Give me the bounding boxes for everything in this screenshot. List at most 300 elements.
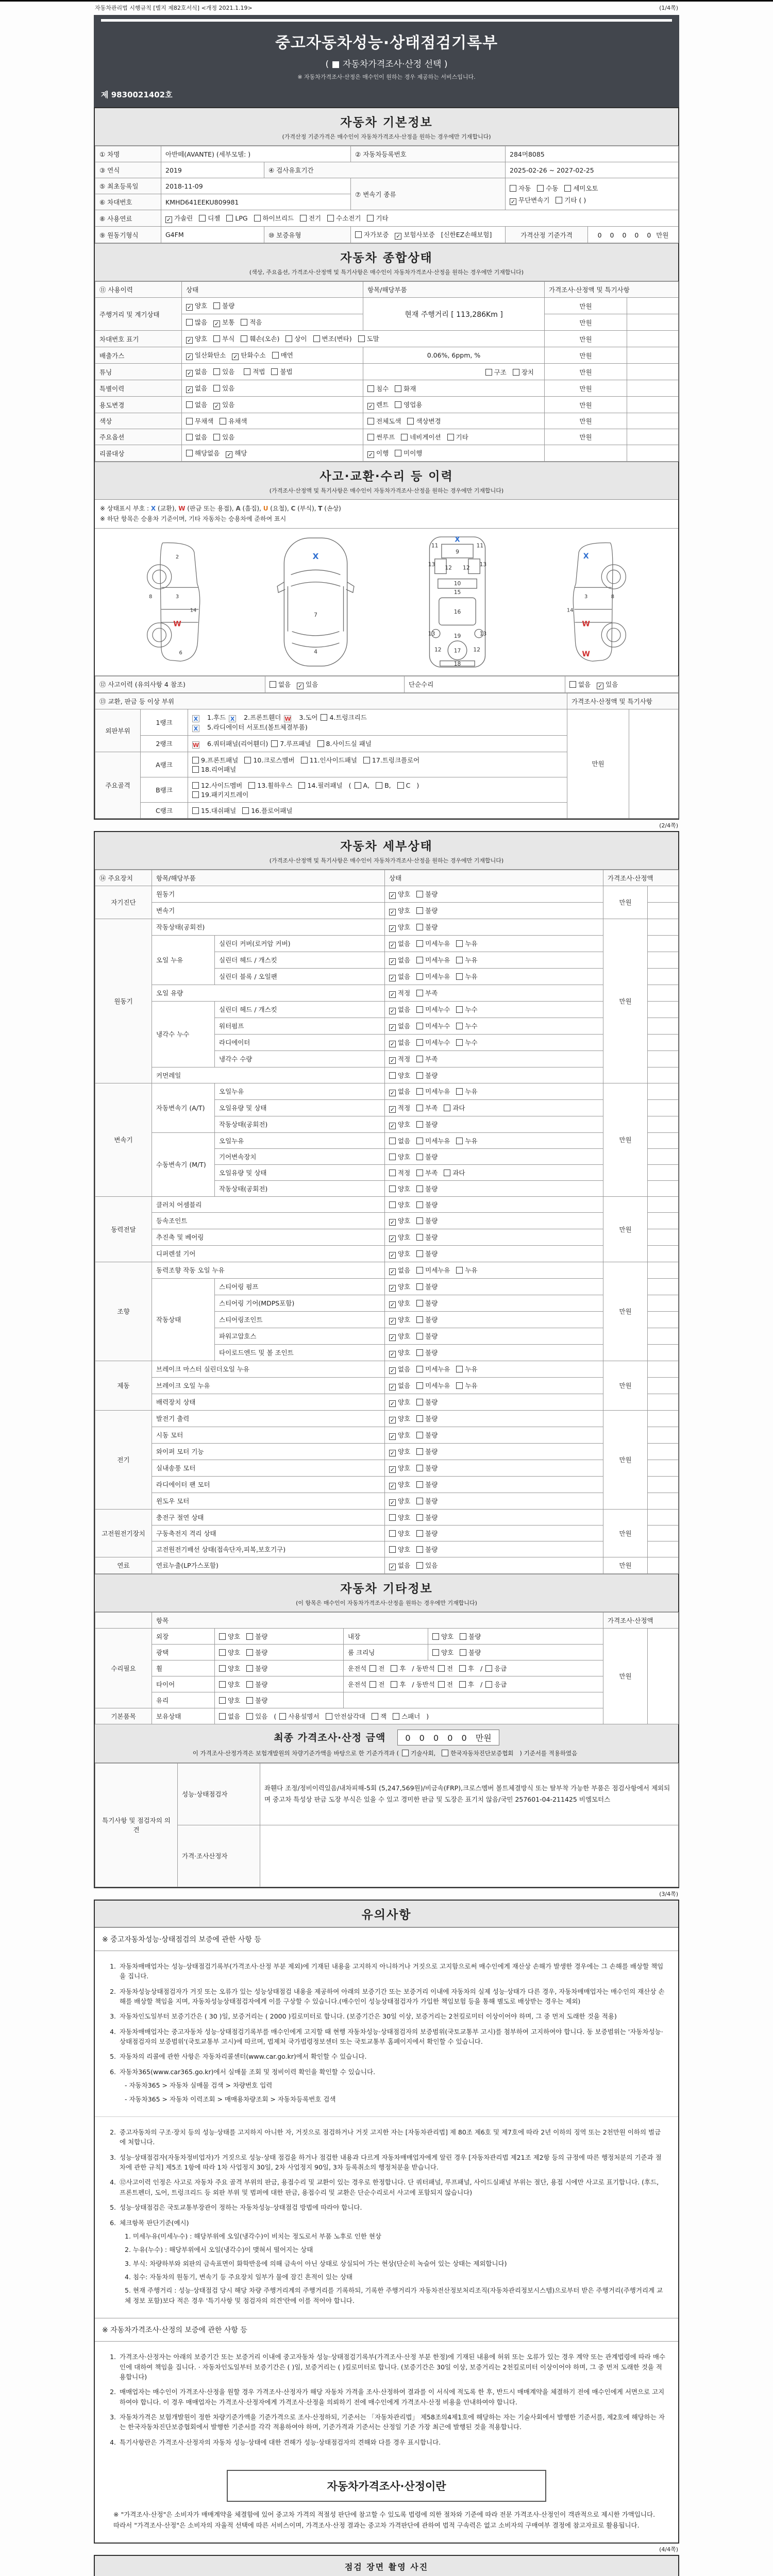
checkbox-item[interactable] — [389, 1152, 410, 1161]
checkbox-item[interactable] — [367, 448, 389, 458]
checkbox[interactable]: ✓ — [214, 403, 220, 410]
checkbox[interactable] — [246, 1681, 253, 1688]
checkbox-item[interactable] — [389, 1184, 410, 1193]
checkbox-item[interactable] — [444, 1103, 465, 1112]
checkbox[interactable] — [321, 714, 327, 721]
checkbox-item[interactable] — [416, 1561, 438, 1570]
checkbox[interactable] — [456, 1138, 463, 1144]
checkbox-item[interactable] — [389, 1298, 410, 1308]
checkbox[interactable] — [460, 1633, 466, 1640]
checkbox-item[interactable] — [355, 230, 389, 239]
checkbox-item[interactable] — [416, 1265, 450, 1275]
checkbox[interactable]: ✓ — [510, 198, 516, 205]
checkbox-item[interactable] — [241, 334, 279, 343]
checkbox[interactable] — [395, 401, 401, 408]
checkbox[interactable]: ✓ — [390, 1317, 395, 1325]
checkbox-item[interactable] — [416, 1038, 450, 1047]
checkbox-item[interactable] — [186, 301, 207, 311]
checkbox-item[interactable] — [186, 383, 207, 393]
checkbox[interactable] — [416, 1088, 423, 1095]
checkbox[interactable]: ✓ — [598, 682, 603, 689]
checkbox-item[interactable] — [416, 1021, 450, 1030]
checkbox-item[interactable] — [389, 922, 410, 932]
checkbox-item[interactable] — [270, 680, 291, 689]
checkbox-item[interactable] — [391, 1680, 406, 1689]
checkbox-item[interactable] — [367, 416, 401, 426]
checkbox[interactable] — [244, 368, 250, 375]
checkbox[interactable]: ✓ — [390, 1040, 395, 1047]
checkbox-item[interactable] — [192, 714, 201, 722]
checkbox-item[interactable] — [244, 367, 265, 376]
checkbox[interactable] — [213, 335, 220, 342]
checkbox-item[interactable] — [285, 334, 307, 343]
checkbox-item[interactable] — [456, 955, 477, 964]
checkbox-item[interactable] — [219, 1680, 240, 1689]
checkbox-item[interactable] — [432, 1648, 453, 1657]
checkbox[interactable] — [192, 766, 199, 773]
checkbox[interactable] — [456, 957, 463, 963]
checkbox-item[interactable] — [513, 367, 534, 377]
checkbox[interactable] — [407, 418, 414, 425]
checkbox[interactable] — [416, 907, 423, 914]
checkbox[interactable] — [301, 757, 308, 764]
checkbox-item[interactable] — [389, 1315, 410, 1325]
checkbox-item[interactable] — [389, 1168, 410, 1177]
checkbox[interactable] — [389, 1185, 396, 1192]
checkbox[interactable] — [513, 369, 519, 376]
checkbox-item[interactable] — [300, 213, 321, 223]
checkbox[interactable]: ✓ — [390, 1301, 395, 1308]
checkbox[interactable] — [395, 450, 401, 456]
checkbox-item[interactable] — [438, 1664, 453, 1673]
checkbox[interactable] — [416, 1530, 423, 1537]
checkbox-item[interactable] — [254, 213, 294, 223]
checkbox[interactable] — [416, 1514, 423, 1521]
checkbox-item[interactable] — [389, 1364, 410, 1374]
checkbox[interactable] — [416, 957, 423, 963]
checkbox[interactable] — [192, 791, 199, 798]
checkbox[interactable] — [416, 1366, 423, 1372]
checkbox-item[interactable] — [369, 1664, 384, 1673]
checkbox-item[interactable] — [186, 448, 220, 457]
checkbox[interactable] — [438, 1665, 445, 1672]
checkbox-item[interactable] — [395, 400, 422, 409]
checkbox-item[interactable] — [395, 230, 434, 240]
checkbox[interactable] — [416, 1562, 423, 1569]
checkbox[interactable]: ✓ — [390, 1449, 395, 1456]
checkbox[interactable] — [456, 1006, 463, 1013]
checkbox[interactable]: ✓ — [390, 958, 395, 965]
checkbox[interactable] — [416, 1333, 423, 1340]
checkbox-item[interactable] — [367, 384, 389, 393]
checkbox-item[interactable] — [246, 1664, 267, 1673]
checkbox[interactable] — [186, 434, 193, 440]
checkbox-item[interactable] — [597, 680, 618, 689]
checkbox-item[interactable] — [389, 939, 410, 948]
checkbox-item[interactable] — [372, 1711, 386, 1721]
checkbox[interactable] — [416, 1267, 423, 1274]
checkbox-item[interactable] — [438, 1680, 453, 1689]
checkbox-item[interactable] — [416, 1168, 438, 1177]
checkbox[interactable] — [369, 1665, 376, 1672]
checkbox[interactable] — [317, 740, 324, 747]
checkbox[interactable] — [456, 1088, 463, 1095]
checkbox[interactable] — [459, 1681, 466, 1688]
checkbox[interactable] — [246, 1713, 253, 1720]
checkbox[interactable]: ✓ — [390, 1106, 395, 1113]
checkbox[interactable]: ✓ — [368, 403, 374, 410]
checkbox[interactable] — [456, 973, 463, 980]
checkbox-item[interactable] — [389, 1561, 410, 1570]
checkbox-item[interactable] — [389, 1087, 410, 1096]
checkbox[interactable] — [397, 782, 404, 789]
checkbox[interactable]: ✓ — [390, 892, 395, 899]
checkbox-item[interactable] — [326, 1711, 365, 1721]
checkbox-item[interactable] — [389, 906, 410, 916]
checkbox[interactable] — [313, 335, 320, 342]
checkbox-item[interactable] — [459, 1680, 474, 1689]
checkbox-item[interactable] — [416, 1381, 450, 1390]
checkbox-item[interactable] — [389, 1232, 410, 1242]
checkbox-item[interactable] — [219, 1711, 240, 1721]
checkbox-item[interactable] — [244, 755, 294, 765]
checkbox-item[interactable] — [416, 1152, 438, 1161]
checkbox-item[interactable] — [416, 1496, 438, 1505]
checkbox-item[interactable] — [416, 1184, 438, 1193]
checkbox-item[interactable] — [456, 1364, 477, 1374]
checkbox-item[interactable] — [367, 432, 395, 442]
checkbox[interactable] — [416, 1056, 423, 1062]
checkbox-item[interactable] — [416, 1298, 438, 1308]
checkbox-item[interactable] — [219, 1648, 240, 1657]
checkbox-item[interactable] — [389, 1447, 410, 1456]
checkbox[interactable] — [244, 757, 251, 764]
checkbox[interactable] — [219, 1633, 226, 1640]
checkbox-item[interactable] — [416, 1397, 438, 1406]
checkbox-item[interactable] — [389, 1054, 410, 1064]
checkbox[interactable] — [391, 1681, 397, 1688]
checkbox-item[interactable] — [416, 1087, 450, 1096]
checkbox-item[interactable] — [389, 1414, 410, 1423]
checkbox[interactable]: ✓ — [390, 1284, 395, 1292]
checkbox-item[interactable] — [432, 1632, 453, 1641]
checkbox-item[interactable] — [246, 1711, 267, 1721]
checkbox-item[interactable] — [510, 195, 549, 205]
checkbox-item[interactable] — [369, 1680, 384, 1689]
checkbox-item[interactable] — [389, 1071, 410, 1080]
checkbox-item[interactable] — [416, 1364, 450, 1374]
checkbox-item[interactable] — [186, 416, 213, 426]
checkbox-item[interactable] — [248, 781, 292, 790]
checkbox-item[interactable] — [192, 781, 242, 790]
checkbox-item[interactable] — [456, 1021, 477, 1030]
checkbox-item[interactable] — [226, 214, 247, 222]
checkbox[interactable]: ✓ — [390, 1218, 395, 1226]
checkbox[interactable] — [416, 1234, 423, 1241]
checkbox-item[interactable] — [393, 1711, 420, 1721]
checkbox[interactable]: ✓ — [396, 233, 401, 240]
checkbox[interactable]: ✓ — [390, 908, 395, 916]
checkbox[interactable]: ✓ — [390, 1122, 395, 1129]
checkbox-item[interactable] — [389, 1381, 410, 1391]
checkbox[interactable] — [213, 434, 220, 440]
checkbox-item[interactable] — [192, 806, 236, 815]
checkbox-item[interactable] — [186, 317, 207, 327]
checkbox[interactable] — [213, 302, 220, 309]
checkbox-item[interactable] — [317, 739, 372, 748]
checkbox[interactable] — [416, 1349, 423, 1356]
checkbox[interactable] — [416, 1185, 423, 1192]
checkbox[interactable] — [485, 1681, 492, 1688]
checkbox-item[interactable] — [397, 782, 411, 789]
checkbox[interactable]: ✓ — [390, 1251, 395, 1259]
checkbox[interactable] — [444, 1170, 450, 1176]
checkbox[interactable]: ✓ — [390, 991, 395, 998]
checkbox-item[interactable] — [389, 1397, 410, 1407]
checkbox-item[interactable] — [389, 1005, 410, 1014]
checkbox[interactable] — [416, 1382, 423, 1389]
checkbox-item[interactable] — [219, 1632, 240, 1641]
checkbox[interactable] — [271, 368, 278, 375]
checkbox-item[interactable] — [416, 1103, 438, 1112]
checkbox[interactable]: ✓ — [390, 1007, 395, 1014]
checkbox-item[interactable] — [407, 416, 441, 426]
checkbox[interactable] — [416, 1105, 423, 1111]
checkbox-item[interactable] — [246, 1696, 267, 1705]
checkbox[interactable] — [402, 1750, 409, 1756]
checkbox[interactable] — [416, 891, 423, 897]
checkbox[interactable]: ✓ — [390, 1433, 395, 1440]
checkbox-item[interactable] — [395, 448, 422, 457]
checkbox-item[interactable] — [416, 1414, 438, 1423]
checkbox-item[interactable] — [485, 1680, 507, 1689]
checkbox[interactable] — [564, 185, 571, 192]
checkbox-item[interactable] — [416, 1331, 438, 1341]
checkbox-item[interactable] — [192, 740, 201, 749]
checkbox[interactable] — [389, 1514, 396, 1521]
checkbox[interactable]: ✓ — [233, 353, 238, 360]
checkbox[interactable] — [279, 1713, 286, 1720]
checkbox-item[interactable] — [456, 1005, 477, 1014]
checkbox-item[interactable] — [389, 988, 410, 998]
checkbox-item[interactable] — [272, 350, 293, 360]
checkbox[interactable] — [219, 1681, 226, 1688]
checkbox[interactable]: ✓ — [187, 337, 192, 344]
checkbox-item[interactable] — [246, 1632, 267, 1641]
checkbox[interactable]: ✓ — [390, 1268, 395, 1275]
checkbox-item[interactable] — [510, 183, 531, 193]
checkbox[interactable]: ✓ — [390, 1089, 395, 1096]
checkbox-item[interactable] — [389, 1136, 410, 1145]
checkbox[interactable] — [416, 973, 423, 980]
checkbox-item[interactable] — [358, 334, 379, 343]
checkbox-item[interactable] — [192, 755, 238, 765]
checkbox[interactable] — [416, 1415, 423, 1422]
checkbox[interactable] — [226, 215, 233, 222]
checkbox-item[interactable] — [226, 448, 247, 458]
checkbox-item[interactable] — [442, 1749, 513, 1757]
checkbox[interactable] — [199, 215, 206, 222]
checkbox-item[interactable] — [301, 755, 357, 765]
checkbox-item[interactable] — [192, 723, 201, 732]
checkbox-item[interactable] — [242, 806, 292, 815]
checkbox-item[interactable] — [298, 781, 342, 790]
checkbox[interactable]: ✓ — [390, 1499, 395, 1506]
checkbox[interactable] — [213, 385, 220, 392]
checkbox[interactable] — [416, 1023, 423, 1029]
checkbox-item[interactable] — [391, 1664, 406, 1673]
checkbox-item[interactable] — [186, 432, 207, 442]
checkbox-item[interactable] — [456, 1136, 477, 1145]
checkbox[interactable] — [416, 1201, 423, 1208]
checkbox-item[interactable] — [416, 1282, 438, 1291]
checkbox[interactable]: ✓ — [187, 353, 192, 360]
checkbox-item[interactable] — [416, 1216, 438, 1225]
checkbox-item[interactable] — [416, 1480, 438, 1489]
checkbox[interactable] — [389, 1170, 396, 1176]
checkbox-item[interactable] — [279, 1711, 319, 1721]
checkbox-item[interactable] — [389, 1463, 410, 1473]
checkbox[interactable]: ✓ — [214, 320, 220, 327]
checkbox[interactable] — [372, 1713, 378, 1720]
checkbox-item[interactable] — [389, 1545, 410, 1554]
checkbox-item[interactable] — [213, 334, 234, 343]
checkbox[interactable] — [186, 418, 193, 425]
checkbox[interactable] — [270, 681, 276, 688]
checkbox[interactable] — [569, 681, 576, 688]
checkbox[interactable] — [254, 215, 261, 222]
checkbox-item[interactable] — [389, 972, 410, 981]
checkbox-item[interactable] — [376, 782, 391, 789]
checkbox[interactable] — [186, 319, 193, 326]
checkbox[interactable] — [248, 782, 255, 789]
checkbox[interactable] — [485, 1665, 492, 1672]
checkbox-item[interactable] — [401, 432, 441, 442]
checkbox-item[interactable] — [389, 889, 410, 899]
checkbox-item[interactable] — [389, 1265, 410, 1275]
checkbox[interactable]: ✓ — [227, 451, 232, 458]
checkbox[interactable] — [459, 1665, 466, 1672]
checkbox-item[interactable] — [192, 790, 248, 799]
checkbox[interactable] — [393, 1713, 399, 1720]
checkbox-item[interactable] — [564, 183, 598, 193]
checkbox-item[interactable] — [556, 195, 586, 205]
checkbox[interactable] — [192, 807, 199, 814]
checkbox-item[interactable] — [186, 367, 207, 377]
checkbox[interactable] — [389, 1530, 396, 1537]
checkbox[interactable] — [510, 185, 516, 192]
checkbox[interactable] — [456, 1267, 463, 1274]
checkbox-item[interactable] — [389, 1430, 410, 1440]
checkbox-item[interactable] — [447, 432, 468, 442]
checkbox[interactable] — [242, 807, 249, 814]
checkbox[interactable] — [246, 1697, 253, 1704]
checkbox-item[interactable] — [456, 939, 477, 948]
checkbox[interactable] — [186, 401, 193, 408]
checkbox-item[interactable] — [220, 416, 247, 426]
checkbox-item[interactable] — [389, 1249, 410, 1259]
checkbox-item[interactable] — [367, 400, 389, 410]
checkbox[interactable] — [300, 215, 307, 222]
checkbox[interactable] — [447, 434, 454, 440]
checkbox-item[interactable] — [219, 1664, 240, 1673]
checkbox[interactable] — [416, 1448, 423, 1455]
checkbox[interactable] — [556, 197, 562, 204]
checkbox[interactable] — [416, 1170, 423, 1176]
checkbox-item[interactable] — [416, 1054, 438, 1063]
checkbox[interactable] — [416, 940, 423, 947]
checkbox[interactable] — [416, 1039, 423, 1046]
checkbox[interactable] — [416, 1072, 423, 1079]
checkbox-item[interactable] — [416, 1513, 438, 1522]
checkbox[interactable] — [444, 1105, 450, 1111]
checkbox[interactable] — [271, 740, 278, 747]
checkbox[interactable] — [438, 1681, 445, 1688]
checkbox[interactable] — [389, 1072, 396, 1079]
checkbox-item[interactable] — [389, 1282, 410, 1292]
checkbox[interactable] — [192, 757, 199, 764]
checkbox[interactable]: ✓ — [368, 451, 374, 458]
checkbox[interactable]: ✓ — [390, 1334, 395, 1341]
checkbox[interactable] — [219, 1649, 226, 1656]
checkbox-item[interactable] — [232, 350, 265, 360]
checkbox[interactable] — [537, 185, 544, 192]
checkbox-item[interactable] — [416, 1136, 450, 1145]
checkbox[interactable] — [416, 1465, 423, 1471]
checkbox-item[interactable] — [284, 714, 293, 722]
checkbox[interactable] — [241, 335, 247, 342]
checkbox-item[interactable] — [186, 350, 226, 360]
checkbox[interactable] — [416, 1300, 423, 1307]
checkbox-item[interactable] — [416, 1005, 450, 1014]
checkbox[interactable] — [246, 1649, 253, 1656]
checkbox[interactable] — [327, 215, 334, 222]
checkbox[interactable] — [376, 782, 382, 789]
checkbox-item[interactable] — [416, 939, 450, 948]
checkbox[interactable]: ✓ — [390, 1466, 395, 1473]
checkbox-item[interactable] — [416, 1545, 438, 1554]
checkbox[interactable]: ✓ — [187, 386, 192, 393]
checkbox-item[interactable] — [389, 1038, 410, 1047]
checkbox[interactable] — [241, 319, 247, 326]
checkbox[interactable] — [389, 1546, 396, 1553]
checkbox-item[interactable] — [213, 432, 234, 442]
checkbox[interactable] — [355, 782, 361, 789]
checkbox-item[interactable] — [186, 334, 207, 344]
checkbox[interactable] — [456, 1023, 463, 1029]
checkbox-item[interactable] — [313, 334, 352, 343]
checkbox[interactable] — [367, 434, 374, 440]
checkbox-item[interactable] — [219, 1696, 240, 1705]
checkbox-item[interactable] — [389, 1480, 410, 1489]
checkbox-item[interactable] — [363, 755, 419, 765]
checkbox[interactable] — [416, 1217, 423, 1224]
checkbox[interactable] — [401, 434, 408, 440]
checkbox-item[interactable] — [460, 1632, 481, 1641]
checkbox[interactable] — [416, 1481, 423, 1488]
checkbox[interactable] — [456, 1039, 463, 1046]
checkbox[interactable] — [192, 782, 199, 789]
checkbox-item[interactable] — [456, 1265, 477, 1275]
checkbox-item[interactable] — [186, 400, 207, 409]
checkbox-item[interactable] — [271, 739, 311, 748]
checkbox-item[interactable] — [355, 782, 370, 789]
checkbox-item[interactable] — [246, 1648, 267, 1657]
checkbox[interactable] — [416, 1432, 423, 1438]
checkbox[interactable]: ✓ — [390, 1057, 395, 1064]
checkbox-item[interactable] — [389, 1120, 410, 1129]
checkbox[interactable] — [355, 231, 362, 238]
